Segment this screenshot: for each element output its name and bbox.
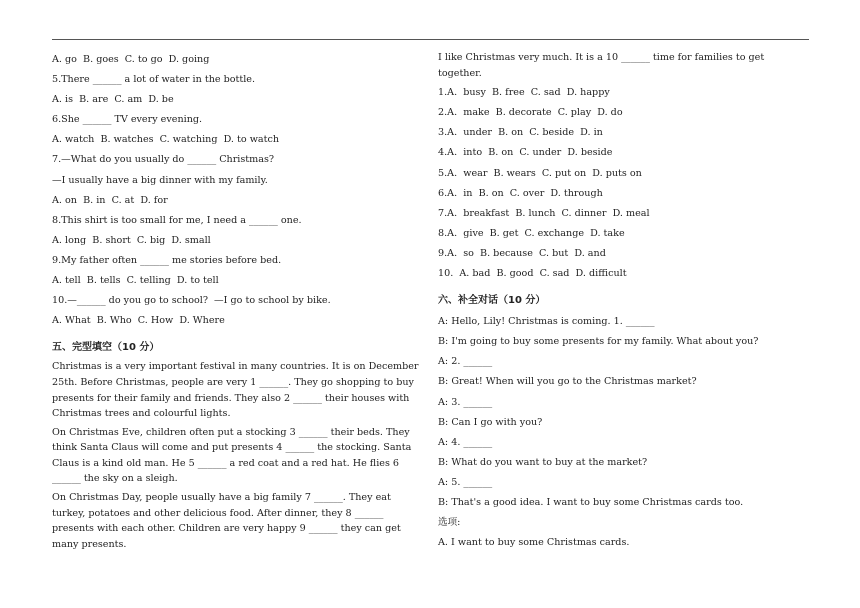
cloze-option-5: 5.A. wear B. wears C. put on D. puts on [438, 167, 642, 179]
dialog-line-10: B: That's a good idea. I want to buy some Christmas cards too. [438, 496, 744, 508]
cloze-paragraph-1: Christmas is a very important festival in many countries. It is on December 25th. Before Christmas, people are very 1 ______. They go shopping to buy presents for their family and friends. They also 2 ______ their houses with Christmas trees and colourful lights. [52, 361, 422, 420]
dialog-line-1: A: Hello, Lily! Christmas is coming. 1. ______ [438, 316, 655, 328]
choices-label: 选项: [438, 517, 461, 529]
cloze-option-6: 6.A. in B. on C. over D. through [438, 187, 603, 199]
left-column [52, 50, 424, 555]
section-5-title: 五、完型填空（10 分） [52, 342, 160, 354]
cloze-paragraph-3: On Christmas Day, people usually have a big family 7 ______. They eat turkey, potatoes and other delicious food. After dinner, they 8 ______ presents with each other. Children are very happy 9 ______ they can get many presents. [52, 492, 404, 550]
cloze-option-3: 3.A. under B. on C. beside D. in [438, 127, 603, 139]
dialog-line-2: B: I'm going to buy some presents for my family. What about you? [438, 336, 759, 348]
cloze-option-1: 1.A. busy B. free C. sad D. happy [438, 87, 610, 99]
cloze-option-9: 9.A. so B. because C. but D. and [438, 247, 606, 259]
question-10: 10.—______ do you go to school? —I go to school by bike. [52, 295, 331, 307]
dialog-line-4: B: Great! When will you go to the Christmas market? [438, 376, 697, 388]
section-6-title: 六、补全对话（10 分） [438, 295, 546, 307]
cloze-paragraph-2: On Christmas Eve, children often put a stocking 3 ______ their beds. They think Santa Claus will come and put presents 4 ______ the stocking. Santa Claus is a kind old man. He 5 ______ a red coat and a red hat. He flies 6 ______ the sky on a sleigh. [52, 426, 415, 485]
q7-options: A. on B. in C. at D. for [52, 194, 168, 206]
q5-options: A. is B. are C. am D. be [52, 94, 174, 106]
right-column [438, 50, 810, 553]
cloze-paragraph-4: I like Christmas very much. It is a 10 ______ time for families to get together. [438, 52, 768, 79]
cloze-option-8: 8.A. give B. get C. exchange D. take [438, 227, 625, 239]
cloze-option-2: 2.A. make B. decorate C. play D. do [438, 107, 623, 119]
dialog-line-7: A: 4. ______ [438, 436, 493, 448]
question-7: 7.—What do you usually do ______ Christmas? [52, 154, 275, 166]
q4-options: A. go B. goes C. to go D. going [52, 54, 210, 65]
dialog-line-5: A: 3. ______ [438, 396, 493, 408]
question-7-reply: —I usually have a big dinner with my family. [52, 174, 268, 186]
dialog-line-9: A: 5. ______ [438, 476, 493, 488]
question-5: 5.There ______ a lot of water in the bottle. [52, 74, 256, 86]
choice-a: A. I want to buy some Christmas cards. [438, 537, 630, 549]
top-rule [52, 39, 809, 40]
q6-options: A. watch B. watches C. watching D. to watch [52, 134, 280, 146]
q10-options: A. What B. Who C. How D. Where [52, 315, 225, 327]
cloze-option-10: 10. A. bad B. good C. sad D. difficult [438, 268, 627, 280]
dialog-line-3: A: 2. ______ [438, 356, 493, 368]
question-8: 8.This shirt is too small for me, I need a ______ one. [52, 214, 302, 226]
q9-options: A. tell B. tells C. telling D. to tell [52, 275, 219, 287]
dialog-line-6: B: Can I go with you? [438, 416, 543, 428]
question-9: 9.My father often ______ me stories before bed. [52, 254, 282, 266]
cloze-option-7: 7.A. breakfast B. lunch C. dinner D. meal [438, 207, 650, 219]
q8-options: A. long B. short C. big D. small [52, 234, 211, 246]
cloze-option-4: 4.A. into B. on C. under D. beside [438, 147, 613, 159]
dialog-line-8: B: What do you want to buy at the market? [438, 456, 648, 468]
question-6: 6.She ______ TV every evening. [52, 114, 203, 126]
